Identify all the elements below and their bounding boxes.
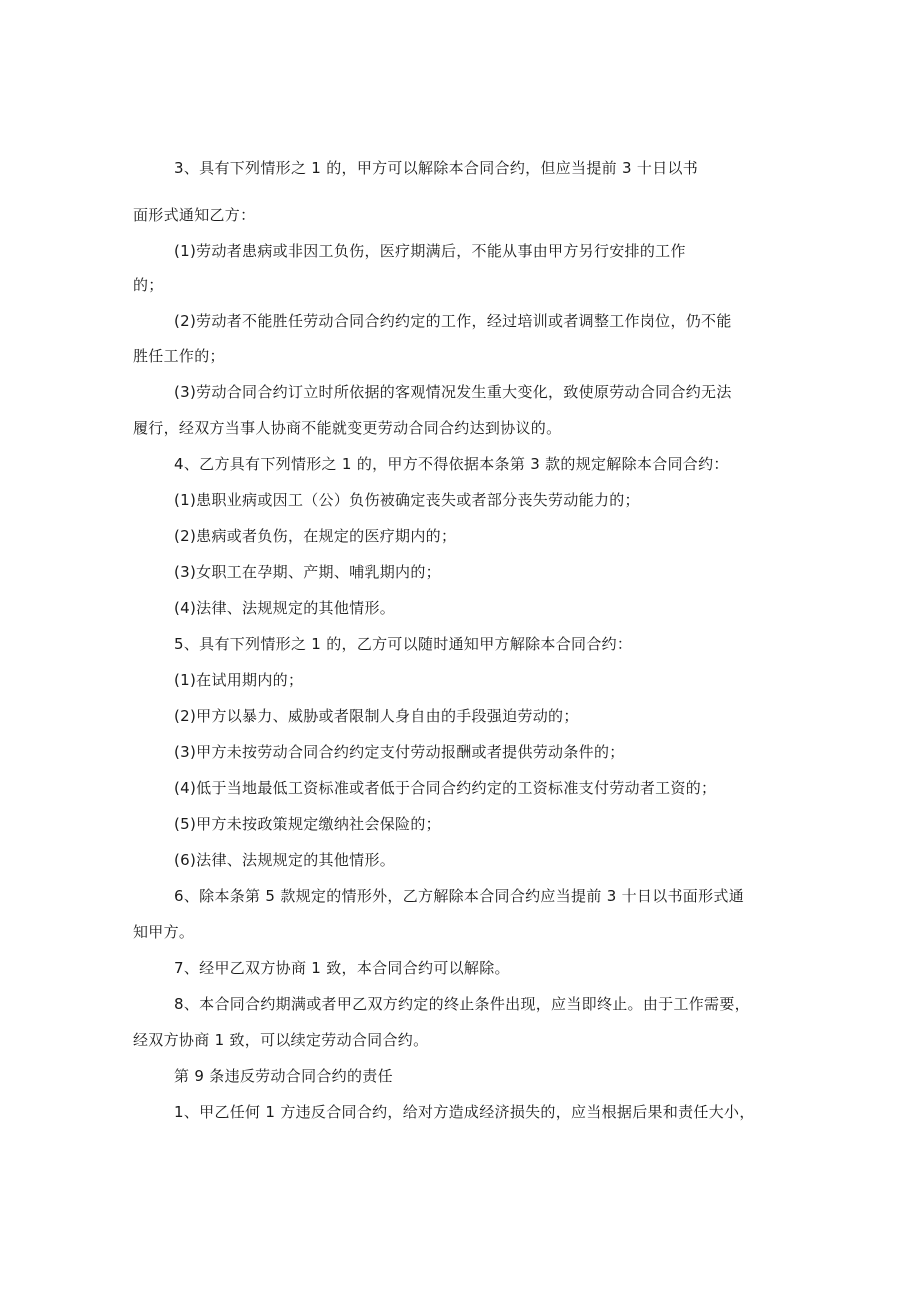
paragraph-line: 4、乙方具有下列情形之 1 的，甲方不得依据本条第 3 款的规定解除本合同合约： xyxy=(174,455,729,473)
paragraph-line: 1、甲乙任何 1 方违反合同合约，给对方造成经济损失的，应当根据后果和责任大小， xyxy=(174,1103,755,1121)
paragraph-line: (3)女职工在孕期、产期、哺乳期内的； xyxy=(174,563,441,581)
paragraph-line: (2)劳动者不能胜任劳动合同合约约定的工作，经过培训或者调整工作岗位，仍不能 xyxy=(174,312,732,330)
paragraph-line: (2)患病或者负伤，在规定的医疗期内的； xyxy=(174,527,457,545)
paragraph-line: 5、具有下列情形之 1 的，乙方可以随时通知甲方解除本合同合约： xyxy=(174,635,633,653)
section-heading: 第 9 条违反劳动合同合约的责任 xyxy=(174,1067,393,1085)
paragraph-line: 6、除本条第 5 款规定的情形外，乙方解除本合同合约应当提前 3 十日以书面形式通 xyxy=(174,887,745,905)
paragraph-line: (3)甲方未按劳动合同合约约定支付劳动报酬或者提供劳动条件的； xyxy=(174,743,625,761)
paragraph-line: 经双方协商 1 致，可以续定劳动合同合约。 xyxy=(133,1031,429,1049)
paragraph-line: (3)劳动合同合约订立时所依据的客观情况发生重大变化，致使原劳动合同合约无法 xyxy=(174,383,732,401)
paragraph-line: 履行，经双方当事人协商不能就变更劳动合同合约达到协议的。 xyxy=(133,419,562,437)
paragraph-line: 知甲方。 xyxy=(133,923,195,941)
paragraph-line: (5)甲方未按政策规定缴纳社会保险的； xyxy=(174,815,441,833)
paragraph-line: 的； xyxy=(133,276,164,294)
paragraph-line: (1)患职业病或因工（公）负伤被确定丧失或者部分丧失劳动能力的； xyxy=(174,491,640,509)
paragraph-line: (1)在试用期内的； xyxy=(174,671,304,689)
paragraph-line: 胜任工作的； xyxy=(133,347,225,365)
paragraph-line: (6)法律、法规规定的其他情形。 xyxy=(174,851,396,869)
paragraph-line: (4)低于当地最低工资标准或者低于合同合约约定的工资标准支付劳动者工资的； xyxy=(174,779,717,797)
paragraph-line: (4)法律、法规规定的其他情形。 xyxy=(174,599,396,617)
paragraph-line: (2)甲方以暴力、威胁或者限制人身自由的手段强迫劳动的； xyxy=(174,707,579,725)
paragraph-line: 3、具有下列情形之 1 的，甲方可以解除本合同合约，但应当提前 3 十日以书 xyxy=(174,159,699,177)
paragraph-line: 面形式通知乙方： xyxy=(133,206,256,224)
paragraph-line: 7、经甲乙双方协商 1 致，本合同合约可以解除。 xyxy=(174,959,510,977)
paragraph-line: (1)劳动者患病或非因工负伤，医疗期满后，不能从事由甲方另行安排的工作 xyxy=(174,242,686,260)
paragraph-line: 8、本合同合约期满或者甲乙双方约定的终止条件出现，应当即终止。由于工作需要， xyxy=(174,995,750,1013)
